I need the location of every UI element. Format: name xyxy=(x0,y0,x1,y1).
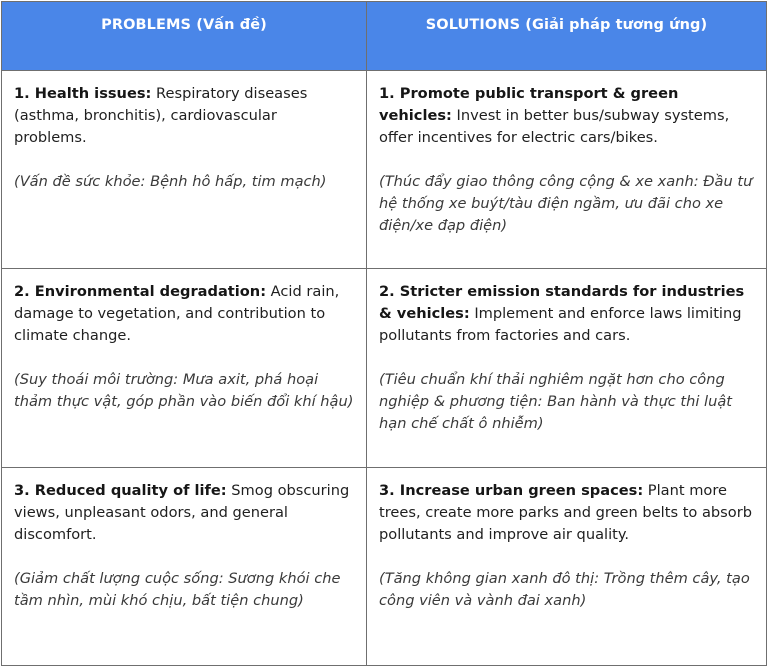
problem-cell xyxy=(2,269,367,467)
problems-solutions-table xyxy=(1,1,767,666)
problem-text xyxy=(14,83,354,149)
problem-title: 3. Reduced quality of life: xyxy=(14,481,227,499)
problem-vietnamese: (Giảm chất lượng cuộc sống: Sương khói che tầm nhìn, mùi khó chịu, bất tiện chung) xyxy=(14,569,341,609)
header-row xyxy=(2,2,767,71)
table-row xyxy=(2,71,767,269)
problem-title: 1. Health issues: xyxy=(14,85,152,102)
table-row xyxy=(2,269,767,467)
solution-title: 1. Promote public transport & green vehicles: xyxy=(379,85,679,124)
solution-cell xyxy=(367,71,767,269)
solution-vietnamese: (Tiêu chuẩn khí thải nghiêm ngặt hơn cho công nghiệp & phương tiện: Ban hành và thực thi luật hạn chế chất ô nhiễm) xyxy=(379,371,733,433)
table-row xyxy=(2,467,767,665)
solution-description: Plant more trees, create more parks and green belts to absorb pollutants and improve air quality. xyxy=(379,481,752,543)
header-problems: PROBLEMS (Vấn đề) xyxy=(2,2,367,71)
problem-cell xyxy=(2,467,367,665)
problem-vietnamese: (Vấn đề sức khỏe: Bệnh hô hấp, tim mạch) xyxy=(14,173,327,190)
solution-cell xyxy=(367,269,767,467)
problem-cell xyxy=(2,71,367,269)
solution-description: Implement and enforce laws limiting pollutants from factories and cars. xyxy=(379,305,742,345)
problem-text xyxy=(14,480,354,546)
problem-title: 2. Environmental degradation: xyxy=(14,283,267,301)
solution-description: Invest in better bus/subway systems, offer incentives for electric cars/bikes. xyxy=(379,107,730,146)
problem-text xyxy=(14,281,354,347)
solution-text xyxy=(379,281,754,347)
problem-vietnamese: (Suy thoái môi trường: Mưa axit, phá hoại thảm thực vật, góp phần vào biến đổi khí hậu) xyxy=(14,371,354,411)
solution-text xyxy=(379,83,754,149)
problems-solutions-table-wrapper xyxy=(1,1,766,666)
solution-title: 2. Stricter emission standards for industries & vehicles: xyxy=(379,283,745,323)
problem-description: Smog obscuring views, unpleasant odors, and general discomfort. xyxy=(14,481,350,543)
solution-vietnamese: (Thúc đẩy giao thông công cộng & xe xanh: Đầu tư hệ thống xe buýt/tàu điện ngầm, ưu đãi cho xe điện/xe đạp điện) xyxy=(379,173,753,234)
header-solutions: SOLUTIONS (Giải pháp tương ứng) xyxy=(367,2,767,71)
solution-text xyxy=(379,480,754,546)
solution-title: 3. Increase urban green spaces: xyxy=(379,481,644,499)
problem-description: Respiratory diseases (asthma, bronchitis), cardiovascular problems. xyxy=(14,85,308,146)
solution-vietnamese: (Tăng không gian xanh đô thị: Trồng thêm cây, tạo công viên và vành đai xanh) xyxy=(379,569,750,609)
problem-description: Acid rain, damage to vegetation, and contribution to climate change. xyxy=(14,283,340,345)
solution-cell xyxy=(367,467,767,665)
